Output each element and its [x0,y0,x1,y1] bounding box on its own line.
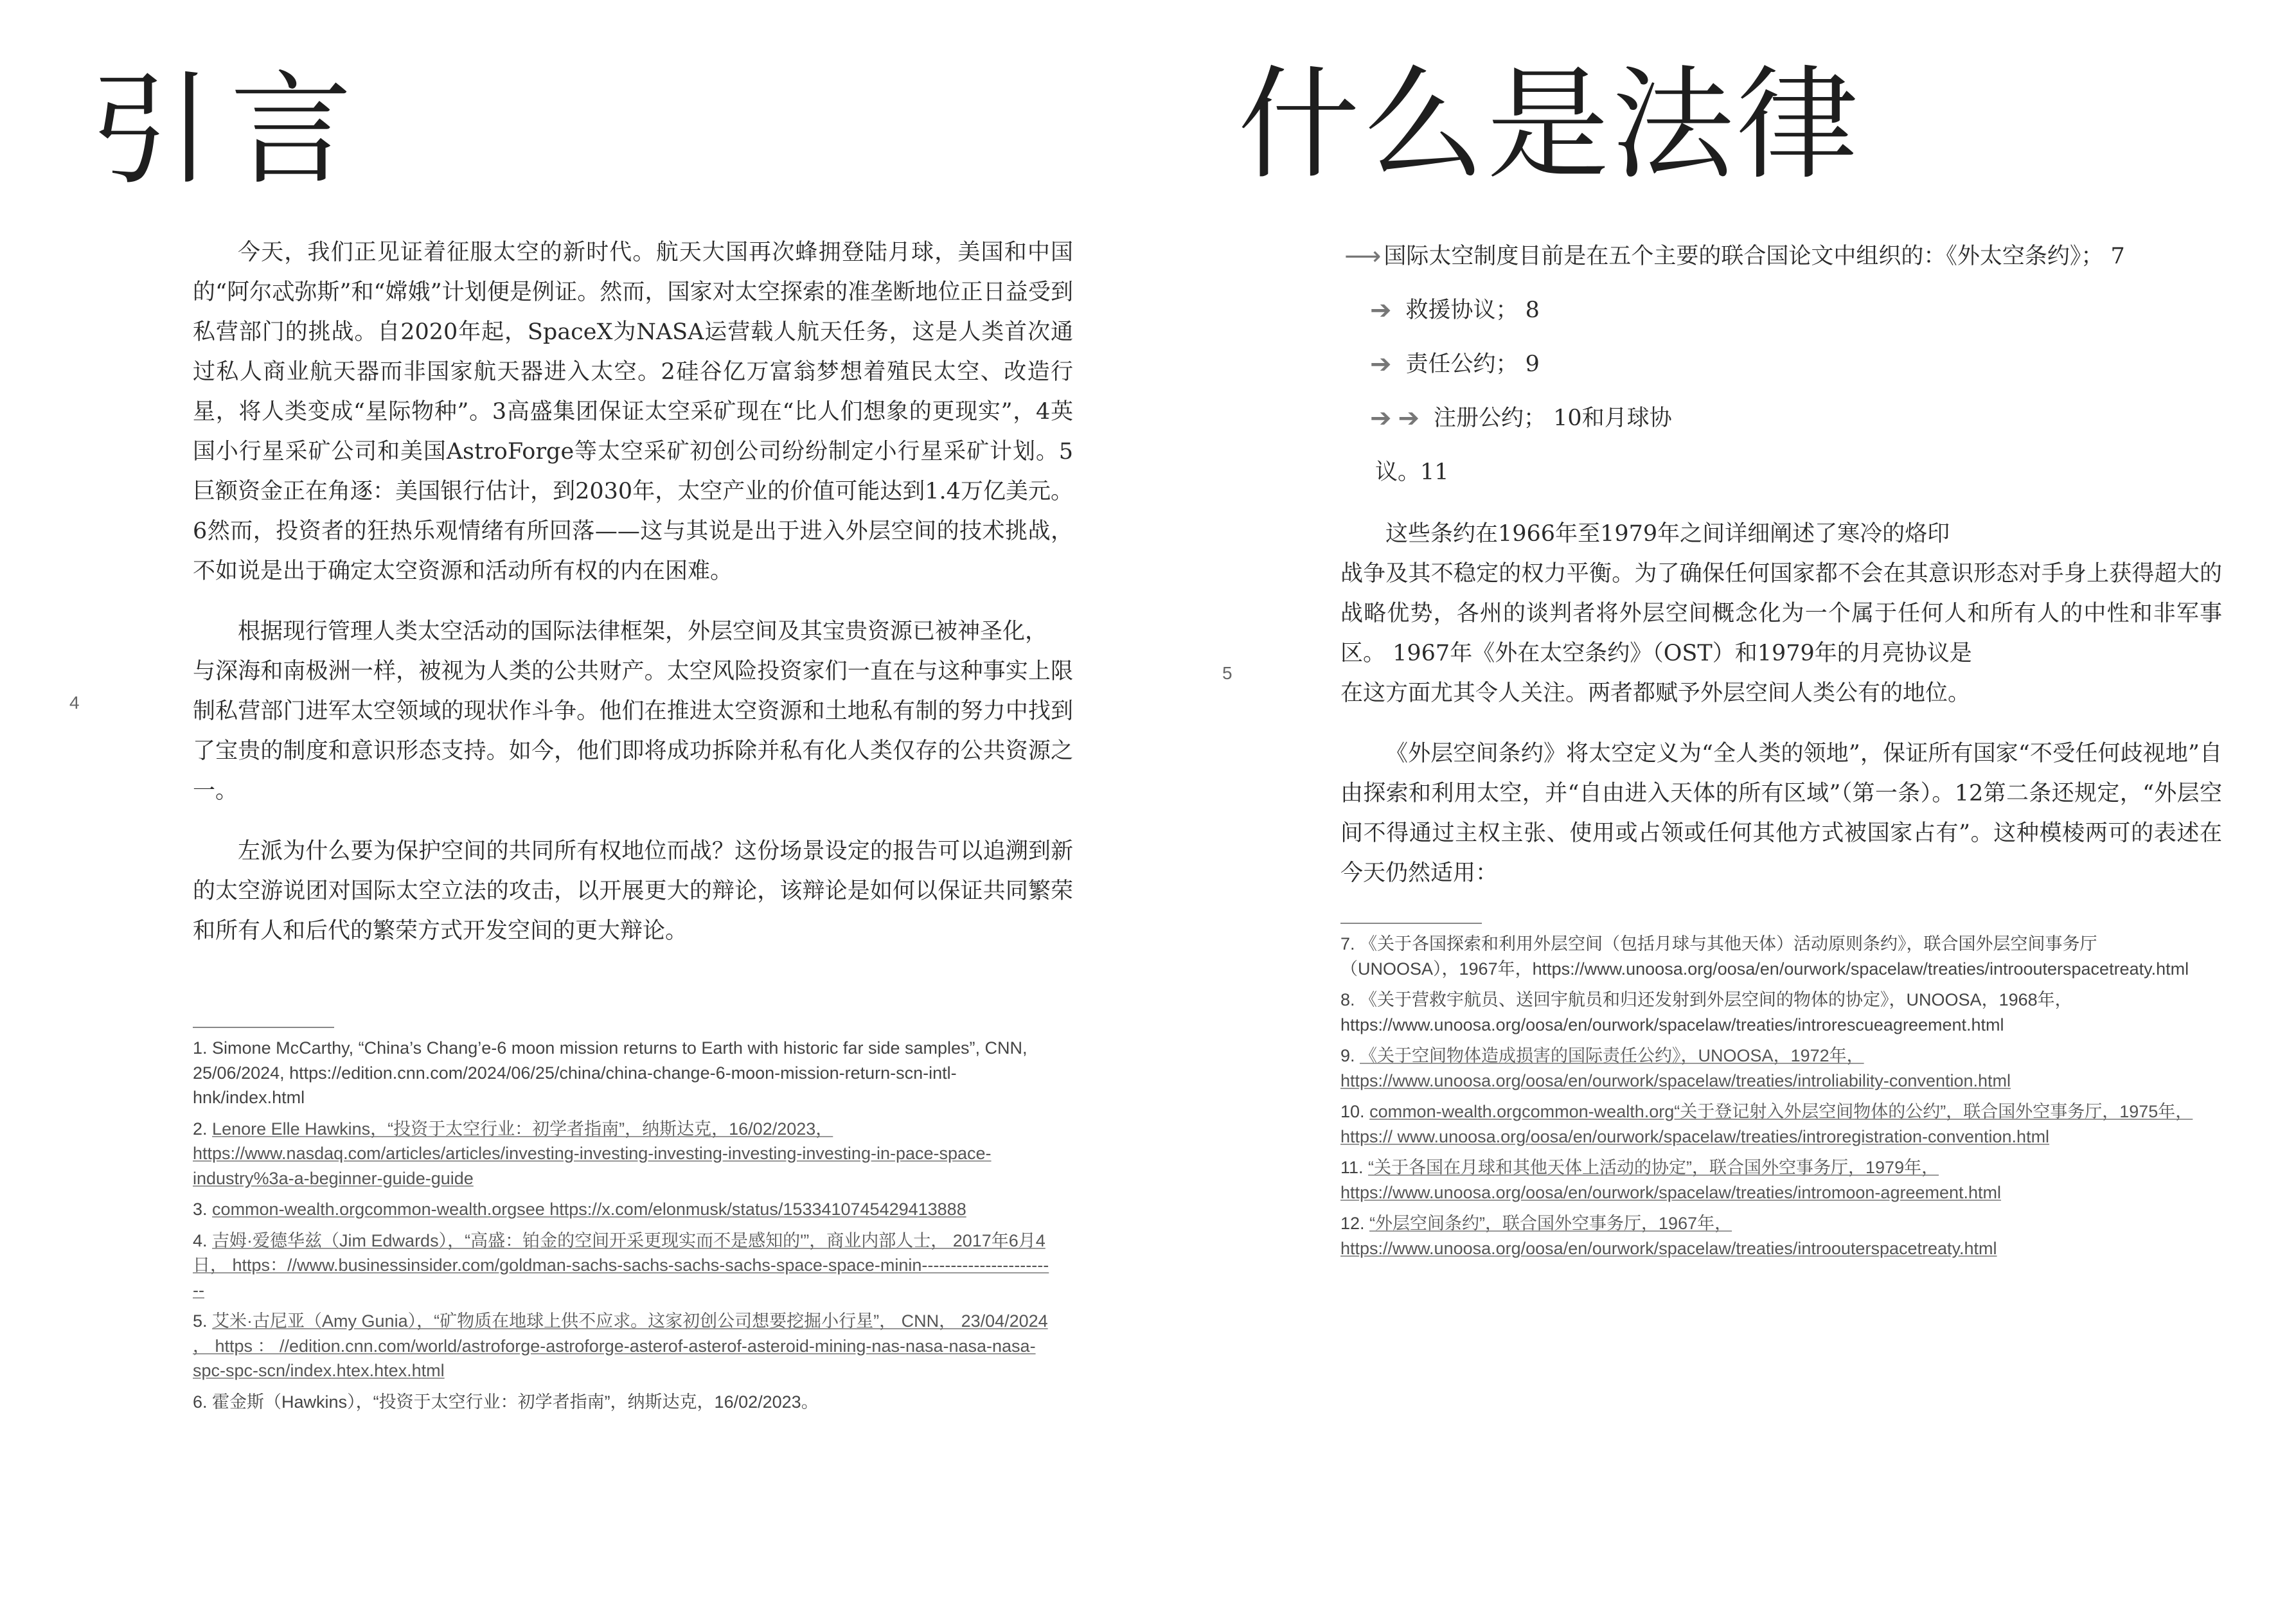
footnote-number: 1. [193,1038,208,1058]
footnote [1340,1155,2202,1205]
right-arrow-icon: ➔ [1398,404,1420,433]
right-arrow-icon: ➔ [1370,296,1392,325]
footnote-number: 6. [193,1392,208,1412]
list-item [1344,391,2225,445]
footnote-text: 《关于营救宇航员、送回宇航员和归还发射到外层空间的物体的协定》，UNOOSA，1968年，https://www.unoosa.org/oosa/en/ourwork/spacelaw/treaties/introrescueagreement.html [1340,990,2072,1034]
footnote-number: 12. [1340,1214,1365,1233]
paragraph: 根据现行管理人类太空活动的国际法律框架，外层空间及其宝贵资源已被神圣化， [238,619,1048,644]
footnote-number: 9. [1340,1046,1355,1065]
footnote-number: 10. [1340,1102,1365,1121]
footnote [1340,1211,2202,1261]
footnote-link[interactable]: 吉姆·爱德华兹（Jim Edwards），“高盛：铂金的空间开采更现实而不是感知的'”，商业内部人士， 2017年6月4日， https：//www.businessinsider.com/goldman-sachs-sachs-sachs-sachs-space-space-minin------------------------ [193,1230,1049,1300]
page-number: 4 [69,693,80,713]
footnote-link[interactable]: common-wealth.orgcommon-wealth.orgsee https://x.com/elonmusk/status/1533410745429413888 [212,1200,966,1219]
list-item [1344,283,2225,337]
footnote-text: 霍金斯（Hawkins），“投资于太空行业：初学者指南”，纳斯达克，16/02/2023。 [212,1392,819,1412]
footnote-divider [1340,923,1482,924]
list-item [1344,337,2225,391]
footnote-divider [193,1027,334,1028]
right-arrow-icon: ➔ [1370,404,1392,433]
list-item-continuation [1344,445,2225,499]
footnote [193,1117,1054,1191]
footnote [1340,1043,2202,1093]
footnotes [193,1036,1054,1421]
paragraph: 在这方面尤其令人关注。两者都赋予外层空间人类公有的地位。 [1340,680,1971,706]
paragraph: 《外层空间条约》将太空定义为“全人类的领地”，保证所有国家“不受任何歧视地”自由探索和利用太空，并“自由进入天体的所有区域”（第一条）。12第二条还规定，“外层空间不得通过主权主张、使用或占领或任何其他方式被国家占有”。这种模棱两可的表述在今天仍然适用： [1340,741,2222,886]
body-text [1340,514,2222,914]
footnotes [1340,932,2202,1267]
footnote [193,1390,1054,1415]
paragraph: 今天，我们正见证着征服太空的新时代。航天大国再次蜂拥登陆月球，美国和中国的“阿尔忒弥斯”和“嫦娥”计划便是例证。然而，国家对太空探索的准垄断地位正日益受到私营部门的挑战。自2020年起，SpaceX为NASA运营载人航天任务，这是人类首次通过私人商业航天器而非国家航天器进入太空。2硅谷亿万富翁梦想着殖民太空、改造行星，将人类变成“星际物种”。3高盛集团保证太空采矿现在“比人们想象的更现实”，4英国小行星采矿公司和美国AstroForge等太空采矿初创公司纷纷制定小行星采矿计划。5巨额资金正在角逐：美国银行估计，到2030年，太空产业的价值可能达到1.4万亿美元。6然而，投资者的狂热乐观情绪有所回落——这与其说是出于进入外层空间的技术挑战，不如说是出于确定太空资源和活动所有权的内在困难。 [193,240,1073,584]
right-page [1148,0,2296,1623]
footnote-link[interactable]: “外层空间条约”，联合国外空事务厅，1967年，https://www.unoosa.org/oosa/en/ourwork/spacelaw/treaties/introouterspacetreaty.html [1340,1214,1997,1258]
list-item-label: 责任公约； 9 [1405,351,1540,377]
footnote-number: 7. [1340,934,1355,953]
right-arrow-icon: ➔ [1370,350,1392,379]
footnote-number: 3. [193,1200,208,1219]
right-arrow-icon: ⟶ [1344,242,1382,271]
treaty-list [1344,229,2225,499]
footnote-number: 4. [193,1230,208,1250]
paragraph: 与深海和南极洲一样，被视为人类的公共财产。太空风险投资家们一直在与这种事实上限制私营部门进军太空领域的现状作斗争。他们在推进太空资源和土地私有制的努力中找到了宝贵的制度和意识形态支持。如今，他们即将成功拆除并私有化人类仅存的公共资源之一。 [193,659,1073,804]
footnote-link[interactable]: common-wealth.orgcommon-wealth.org“关于登记射入外层空间物体的公约”，联合国外空事务厅，1975年，https:// www.unoosa.org/oosa/en/ourwork/spacelaw/treaties/introregistration-convention.html [1340,1102,2193,1146]
footnote [193,1228,1054,1303]
list-item [1344,229,2225,283]
footnote [1340,932,2202,981]
footnote [193,1036,1054,1110]
footnote [193,1197,1054,1222]
list-item-label: 议。11 [1375,459,1449,485]
footnote-link[interactable]: 艾米·古尼亚（Amy Gunia），“矿物质在地球上供不应求。这家初创公司想要挖掘小行星”， CNN， 23/04/2024 ， https ： //edition.cnn.com/world/astroforge-astroforge-asterof-asterof-asteroid-mining-nas-nasa-nasa-nasa-spc-spc-scn/index.htex.htex.html [193,1311,1048,1380]
page-title: 引言 [90,59,371,201]
footnote [1340,1099,2202,1149]
footnote-number: 8. [1340,990,1355,1009]
footnote-text: 《关于各国探索和利用外层空间（包括月球与其他天体）活动原则条约》，联合国外层空间事务厅（UNOOSA），1967年，https://www.unoosa.org/oosa/en/ourwork/spacelaw/treaties/introouterspacetreaty.html [1340,934,2189,979]
footnote-link[interactable]: “关于各国在月球和其他天体上活动的协定”，联合国外空事务厅，1979年，https://www.unoosa.org/oosa/en/ourwork/spacelaw/treaties/intromoon-agreement.html [1340,1158,2002,1202]
list-item-label: 国际太空制度目前是在五个主要的联合国论文中组织的：《外太空条约》； 7 [1384,244,2125,269]
page-title: 什么是法律 [1238,54,1862,196]
footnote-number: 2. [193,1119,208,1139]
paragraph: 战争及其不稳定的权力平衡。为了确保任何国家都不会在其意识形态对手身上获得超大的战略优势，各州的谈判者将外层空间概念化为一个属于任何人和所有人的中性和非军事区。 1967年《外在太空条约》（OST）和1979年的月亮协议是 [1340,561,2222,666]
list-item-label: 救援协议； 8 [1405,297,1540,323]
footnote-number: 5. [193,1311,208,1331]
footnote-link[interactable]: 《关于空间物体造成损害的国际责任公约》，UNOOSA，1972年，https://www.unoosa.org/oosa/en/ourwork/spacelaw/treaties/introliability-convention.html [1340,1046,2011,1090]
footnote [193,1309,1054,1383]
footnote-link[interactable]: Lenore Elle Hawkins，“投资于太空行业：初学者指南”，纳斯达克，16/02/2023，https://www.nasdaq.com/articles/articles/investing-investing-investing-investing-investing-in-pace-space-industry%3a-a-beginner-guide-guide [193,1119,992,1188]
footnote-number: 11. [1340,1158,1364,1177]
footnote [1340,988,2202,1037]
page-number: 5 [1222,663,1233,683]
paragraph: 左派为什么要为保护空间的共同所有权地位而战？这份场景设定的报告可以追溯到新的太空游说团对国际太空立法的攻击，以开展更大的辩论，该辩论是如何以保证共同繁荣和所有人和后代的繁荣方式开发空间的更大辩论。 [193,838,1073,944]
list-item-label: 注册公约； 10和月球协 [1434,405,1672,431]
paragraph: 这些条约在1966年至1979年之间详细阐述了寒冷的烙印 [1385,521,1950,547]
footnote-text: Simone McCarthy, “China’s Chang’e-6 moon mission returns to Earth with historic far side samples”, CNN, 25/06/2024, https://edition.cnn.com/2024/06/25/china/china-change-6-moon-mission-return-scn-intl-hnk/index.html [193,1038,1028,1107]
body-text [193,233,1073,971]
